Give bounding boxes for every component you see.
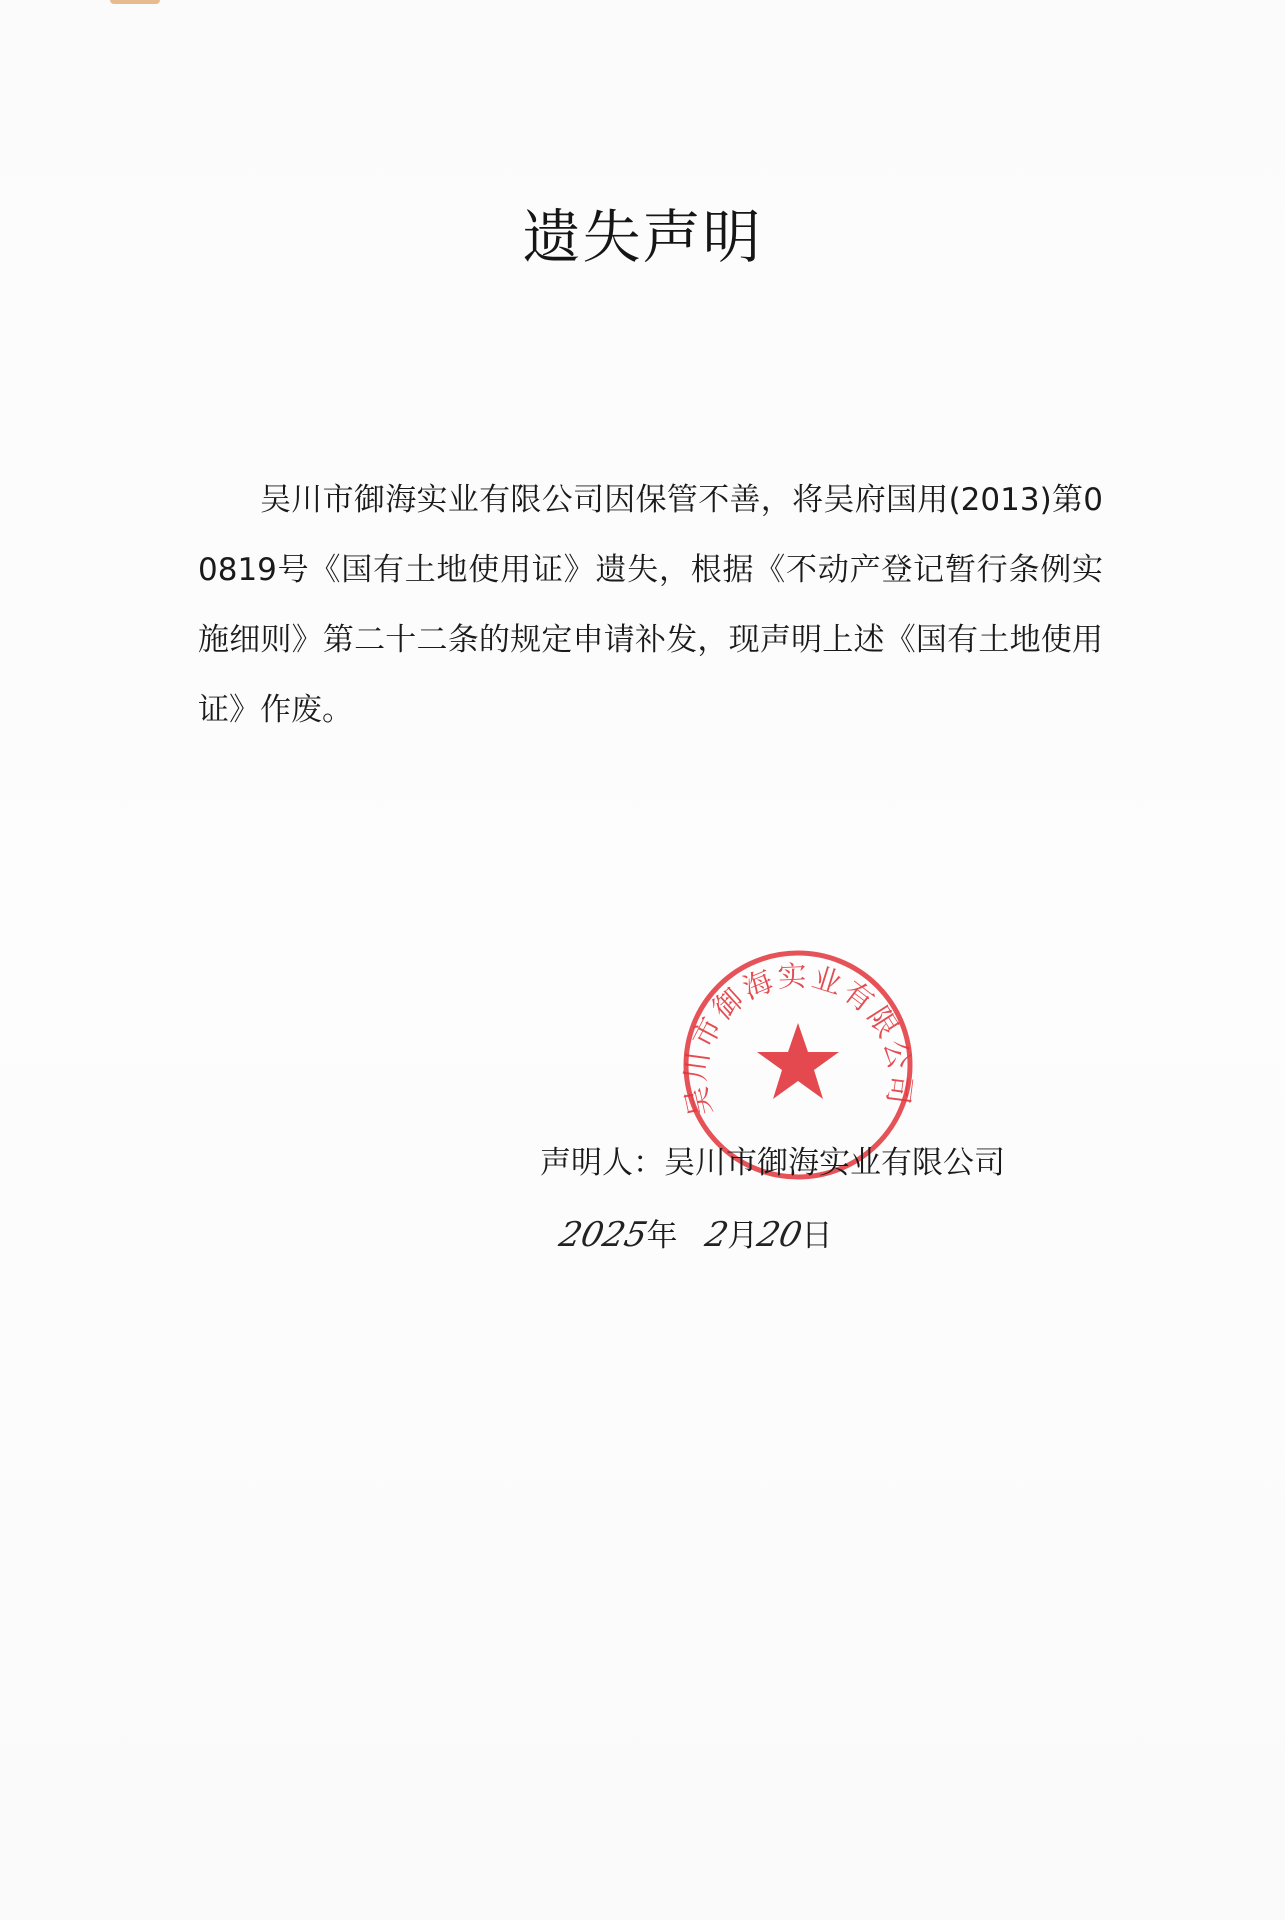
date-day-unit: 日 — [801, 1218, 833, 1254]
date-day-handwritten: 20 — [753, 1215, 806, 1255]
seal-text: 吴川市御海实业有限公司 — [678, 958, 918, 1120]
declaration-paragraph: 吴川市御海实业有限公司因保管不善，将吴府国用(2013)第00819号《国有土地使用证》遗失，根据《不动产登记暂行条例实施细则》第二十二条的规定申请补发，现声明上述《国有土地使用证》作废。 — [198, 482, 1103, 728]
date-year-unit: 年 — [646, 1218, 678, 1254]
seal-star-icon — [757, 1023, 839, 1099]
date-month-unit: 月 — [727, 1218, 759, 1254]
scan-edge-mark — [110, 0, 160, 4]
document-body — [198, 465, 1103, 745]
document-title: 遗失声明 — [522, 203, 763, 271]
declarant-line: 声明人：吴川市御海实业有限公司 — [540, 1145, 1005, 1181]
date-year-handwritten: 2025 — [555, 1215, 651, 1255]
date-month-handwritten: 2 — [701, 1215, 732, 1255]
signature-date — [555, 1210, 833, 1255]
